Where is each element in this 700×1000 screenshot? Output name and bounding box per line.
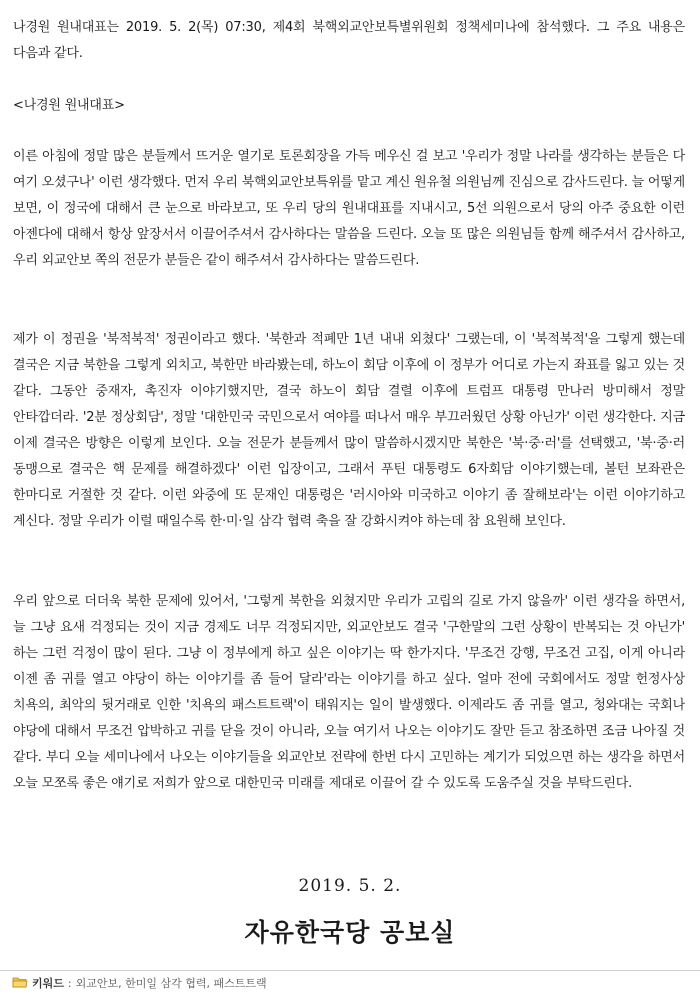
keywords-text: 외교안보, 한미일 삼각 협력, 패스트트랙 <box>75 977 267 990</box>
folder-icon <box>12 976 28 991</box>
body-paragraph-3: 우리 앞으로 더더욱 북한 문제에 있어서, '그렇게 북한을 외쳤지만 우리가 고립의 길로 가지 않을까' 이런 생각을 하면서, 늘 그냥 요새 걱정되는 것이 지금 경제도 너무 걱정되지만, 외교안보도 결국 '구한말의 그런 상황이 반복되는 것 아닌가' 하는 그런 걱정이 많이 된다. 그냥 이 정부에게 하고 싶은 이야기는 딱 한가지다. '무조건 강행, 무조건 고집, 이게 아니라 이젠 좀 귀를 열고 야당이 하는 이야기를 좀 들어 달라'라는 이야기를 하고 싶다. 얼마 전에 국회에서도 정말 헌정사상 치욕의, 최악의 뒷거래로 인한 '치욕의 패스트트랙'이 태워지는 일이 발생했다. 이제라도 좀 귀를 열고, 청와대는 국회나 야당에 대해서 무조건 압박하고 귀를 닫을 것이 아니라, 오늘 여기서 나오는 이야기도 잘만 듣고 참조하면 조금 나아질 것 같다. 부디 오늘 세미나에서 나오는 이야기들을 외교안보 전략에 한번 다시 고민하는 계기가 되었으면 하는 생각을 하면서 오늘 모쪼록 좋은 얘기로 저희가 앞으로 대한민국 미래를 제대로 이끌어 갈 수 있도록 도움주실 것을 부탁드린다. <box>13 594 685 791</box>
keywords-separator: : <box>67 976 72 990</box>
speaker-heading: <나경원 원내대표> <box>13 98 125 113</box>
body-paragraph-1: 이른 아침에 정말 많은 분들께서 뜨거운 열기로 토론회장을 가득 메우신 걸 보고 '우리가 정말 나라를 생각하는 분들은 다 여기 오셨구나' 이런 생각했다. 먼저 우리 북핵외교안보특위를 맡고 계신 원유철 의원님께 진심으로 감사드린다. 늘 어떻게 보면, 이 정국에 대해서 큰 눈으로 바라보고, 또 우리 당의 원내대표를 지내시고, 5선 의원으로서 당의 아주 중요한 이런 아젠다에 대해서 항상 앞장서서 이끌어주셔서 감사하다는 말씀을 드린다. 오늘 또 많은 의원님들 함께 해주셔서 감사하고, 우리 외교안보 쪽의 전문가 분들은 같이 해주셔서 감사하다는 말씀드린다. <box>13 149 685 268</box>
intro-paragraph: 나경원 원내대표는 2019. 5. 2(목) 07:30, 제4회 북핵외교안보특별위원회 정책세미나에 참석했다. 그 주요 내용은 다음과 같다. <box>13 20 685 61</box>
keywords-label: 키워드 <box>32 977 64 990</box>
organization-signature: 자유한국당 공보실 <box>244 918 456 947</box>
footer-divider <box>0 970 700 971</box>
keywords-bar <box>12 975 267 991</box>
body-paragraph-2: 제가 이 정권을 '북적북적' 정권이라고 했다. '북한과 적폐만 1년 내내 외쳤다' 그랬는데, 이 '북적북적'을 그렇게 했는데 결국은 지금 북한을 그렇게 외치고, 북한만 바라봤는데, 하노이 회담 이후에 이 정부가 어디로 가는지 좌표를 잃고 있는 것 같다. 그동안 중재자, 촉진자 이야기했지만, 결국 하노이 회담 결렬 이후에 트럼프 대통령 만나러 방미해서 정말 안타깝더라. '2분 정상회담', 정말 '대한민국 국민으로서 여야를 떠나서 매우 부끄러웠던 상황 아닌가' 이런 생각한다. 지금 이제 결국은 방향은 이렇게 보인다. 오늘 전문가 분들께서 많이 말씀하시겠지만 북한은 '북·중·러'를 선택했고, '북·중·러 동맹으로 결국은 핵 문제를 해결하겠다' 이런 입장이고, 그래서 푸틴 대통령도 6자회담 이야기했는데, 볼턴 보좌관은 한마디로 거절한 것 같다. 이런 와중에 또 문재인 대통령은 '러시아와 미국하고 이야기 좀 잘해보라'는 이런 이야기하고 계신다. 정말 우리가 이럴 때일수록 한·미·일 삼각 협력 축을 잘 강화시켜야 하는데 참 요원해 보인다. <box>13 332 685 529</box>
release-date: 2019. 5. 2. <box>298 876 402 896</box>
